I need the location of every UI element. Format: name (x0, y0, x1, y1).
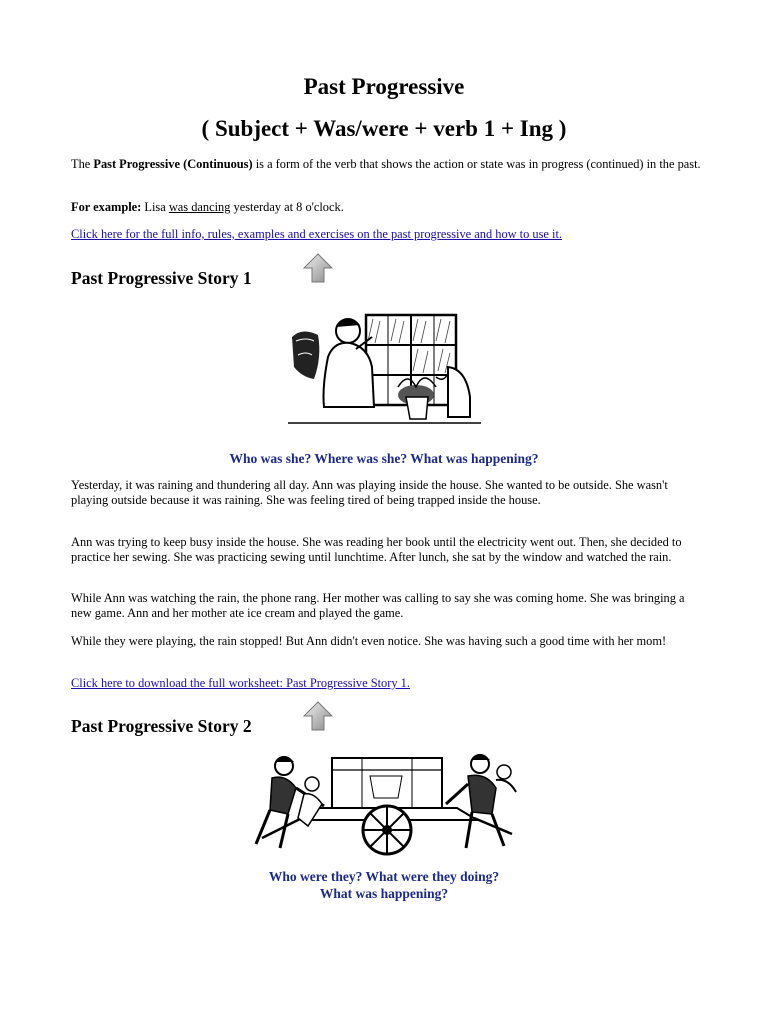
story2-caption-line1: Who were they? What were they doing? (268, 869, 500, 884)
up-arrow-icon[interactable] (302, 252, 334, 284)
up-arrow-icon[interactable] (302, 700, 334, 732)
boys-pushing-cart-illustration (242, 748, 527, 858)
example-underlined: was dancing (168, 200, 231, 214)
download-paragraph (71, 676, 707, 691)
story1-paragraph-4: While they were playing, the rain stopped! But Ann didn't even notice. She was having such a good time with her mom! (71, 634, 667, 648)
story1-paragraph-3: While Ann was watching the rain, the phone rang. Her mother was calling to say she was coming home. She was bringing a new game. Ann and her mother ate ice cream and played the game. (71, 591, 685, 620)
story2-caption-line2: What was happening? (319, 886, 449, 901)
intro-pre: The (71, 157, 94, 171)
example-paragraph (71, 200, 707, 215)
example-pre: Lisa (141, 200, 169, 214)
intro-paragraph (71, 157, 707, 172)
info-paragraph (71, 227, 707, 242)
story2-heading: Past Progressive Story 2 (71, 716, 252, 736)
intro-term: Past Progressive (Continuous) (93, 157, 253, 171)
example-label: For example: (71, 200, 142, 214)
intro-post: is a form of the verb that shows the action or state was in progress (continued) in the past. (252, 157, 701, 171)
download-link[interactable]: Click here to download the full worksheet: Past Progressive Story 1. (71, 676, 410, 690)
example-post: yesterday at 8 o'clock. (230, 200, 344, 214)
page-title: Past Progressive (303, 74, 465, 99)
story1-paragraph-2: Ann was trying to keep busy inside the house. She was reading her book until the electricity went out. Then, she decided to practice her sewing. She was practicing sewing until lunchtime. After lunch, she sat by the window and watched the rain. (71, 535, 682, 564)
story1-paragraph-1: Yesterday, it was raining and thundering all day. Ann was playing inside the house. She wanted to be outside. She wasn't playing outside because it was raining. She was feeling tired of being trapped inside the house. (71, 478, 668, 507)
story1-heading: Past Progressive Story 1 (71, 268, 252, 288)
info-link[interactable]: Click here for the full info, rules, examples and exercises on the past progressive and how to use it. (71, 227, 563, 241)
girl-at-window-illustration (288, 307, 481, 430)
tense-formula: ( Subject + Was/were + verb 1 + Ing ) (201, 116, 567, 141)
story1-caption: Who was she? Where was she? What was happening? (229, 451, 539, 466)
